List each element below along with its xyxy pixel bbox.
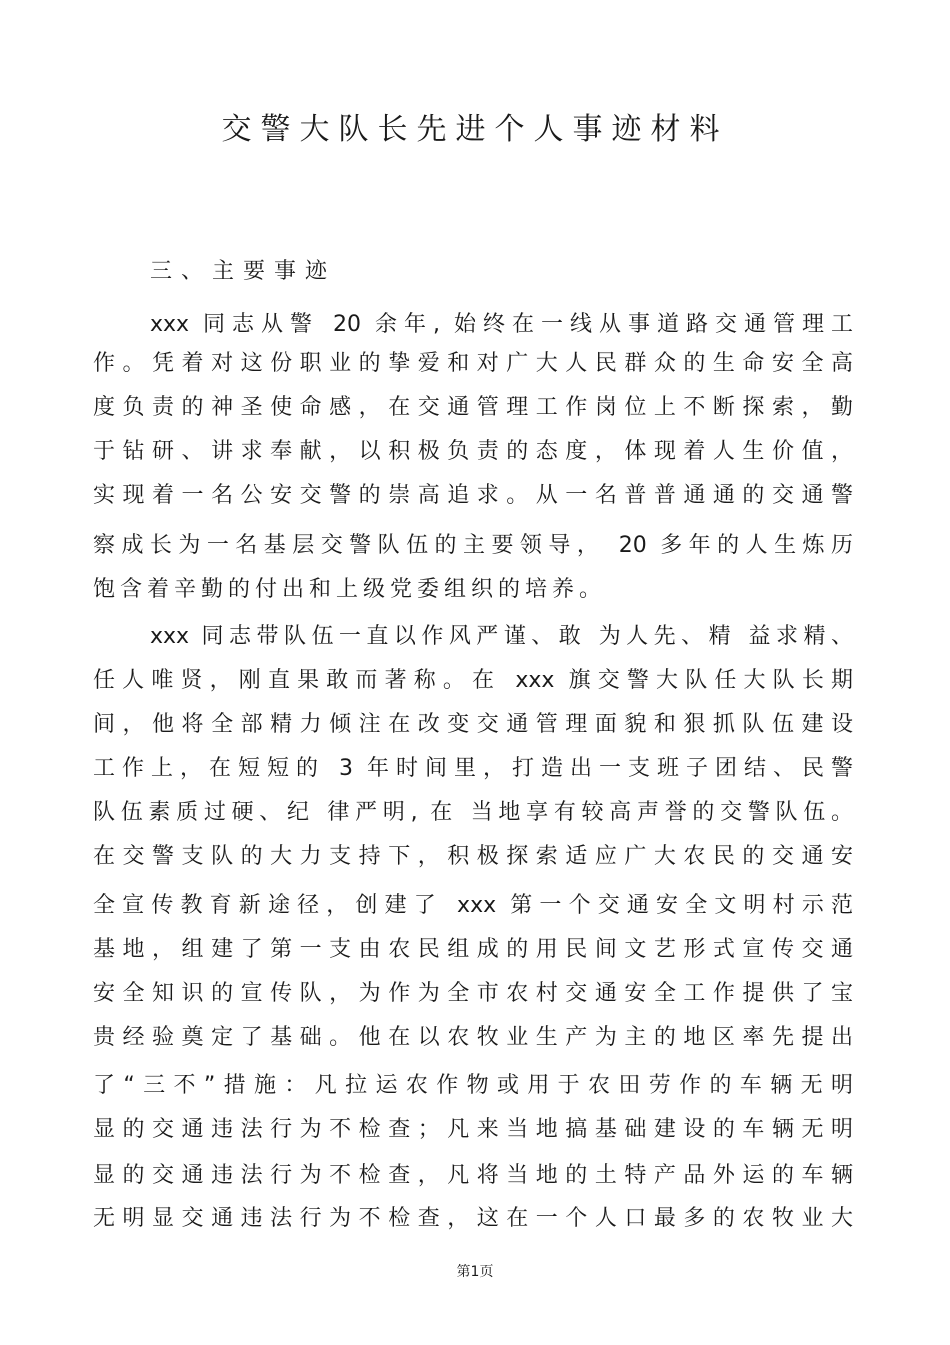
- paragraph-2-line: 间，他将全部精力倾注在改变交通管理面貌和狠抓队伍建设: [93, 712, 853, 737]
- paragraph-1-line: 察成长为一名基层交警队伍的主要领导， 20 多年的人生炼历: [93, 533, 853, 558]
- paragraph-1-line: xxx 同志从警 20 余年, 始终在一线从事道路交通管理工: [150, 312, 853, 337]
- paragraph-2-line: 工作上，在短短的 3 年时间里，打造出一支班子团结、民警: [93, 756, 853, 781]
- paragraph-1-line: 度负责的神圣使命感，在交通管理工作岗位上不断探索，勤: [93, 395, 853, 420]
- paragraph-2-line: 任人唯贤，刚直果敢而著称。在 xxx 旗交警大队任大队长期: [93, 668, 853, 693]
- paragraph-2-line: 在交警支队的大力支持下，积极探索适应广大农民的交通安: [93, 844, 853, 869]
- paragraph-2-line: 显的交通违法行为不检查；凡来当地搞基础建设的车辆无明: [93, 1117, 853, 1142]
- paragraph-2-line: 了“三不”措施：凡拉运农作物或用于农田劳作的车辆无明: [93, 1073, 853, 1098]
- paragraph-2-line: 基地，组建了第一支由农民组成的用民间文艺形式宣传交通: [93, 937, 853, 962]
- section-heading: 三、主要事迹: [150, 259, 337, 284]
- paragraph-2-line: 全宣传教育新途径，创建了 xxx 第一个交通安全文明村示范: [93, 893, 853, 918]
- paragraph-2-line: xxx 同志带队伍一直以作风严谨、敢 为人先、精 益求精、: [150, 624, 853, 649]
- paragraph-2-line: 显的交通违法行为不检查，凡将当地的土特产品外运的车辆: [93, 1163, 853, 1188]
- paragraph-1-line: 实现着一名公安交警的崇高追求。从一名普普通通的交通警: [93, 483, 853, 508]
- document-title: 交警大队长先进个人事迹材料: [221, 112, 729, 147]
- paragraph-2-line: 无明显交通违法行为不检查，这在一个人口最多的农牧业大: [93, 1206, 853, 1231]
- paragraph-1-line: 作。凭着对这份职业的挚爱和对广大人民群众的生命安全高: [93, 351, 853, 376]
- page-number: 第1页: [456, 1264, 494, 1280]
- paragraph-2-line: 贵经验奠定了基础。他在以农牧业生产为主的地区率先提出: [93, 1025, 853, 1050]
- paragraph-1-line: 饱含着辛勤的付出和上级党委组织的培养。: [93, 577, 607, 602]
- paragraph-1-line: 于钻研、讲求奉献，以积极负责的态度，体现着人生价值，: [93, 439, 853, 464]
- paragraph-2-line: 安全知识的宣传队，为作为全市农村交通安全工作提供了宝: [93, 981, 853, 1006]
- paragraph-2-line: 队伍素质过硬、纪 律严明, 在 当地享有较高声誉的交警队伍。: [93, 800, 853, 825]
